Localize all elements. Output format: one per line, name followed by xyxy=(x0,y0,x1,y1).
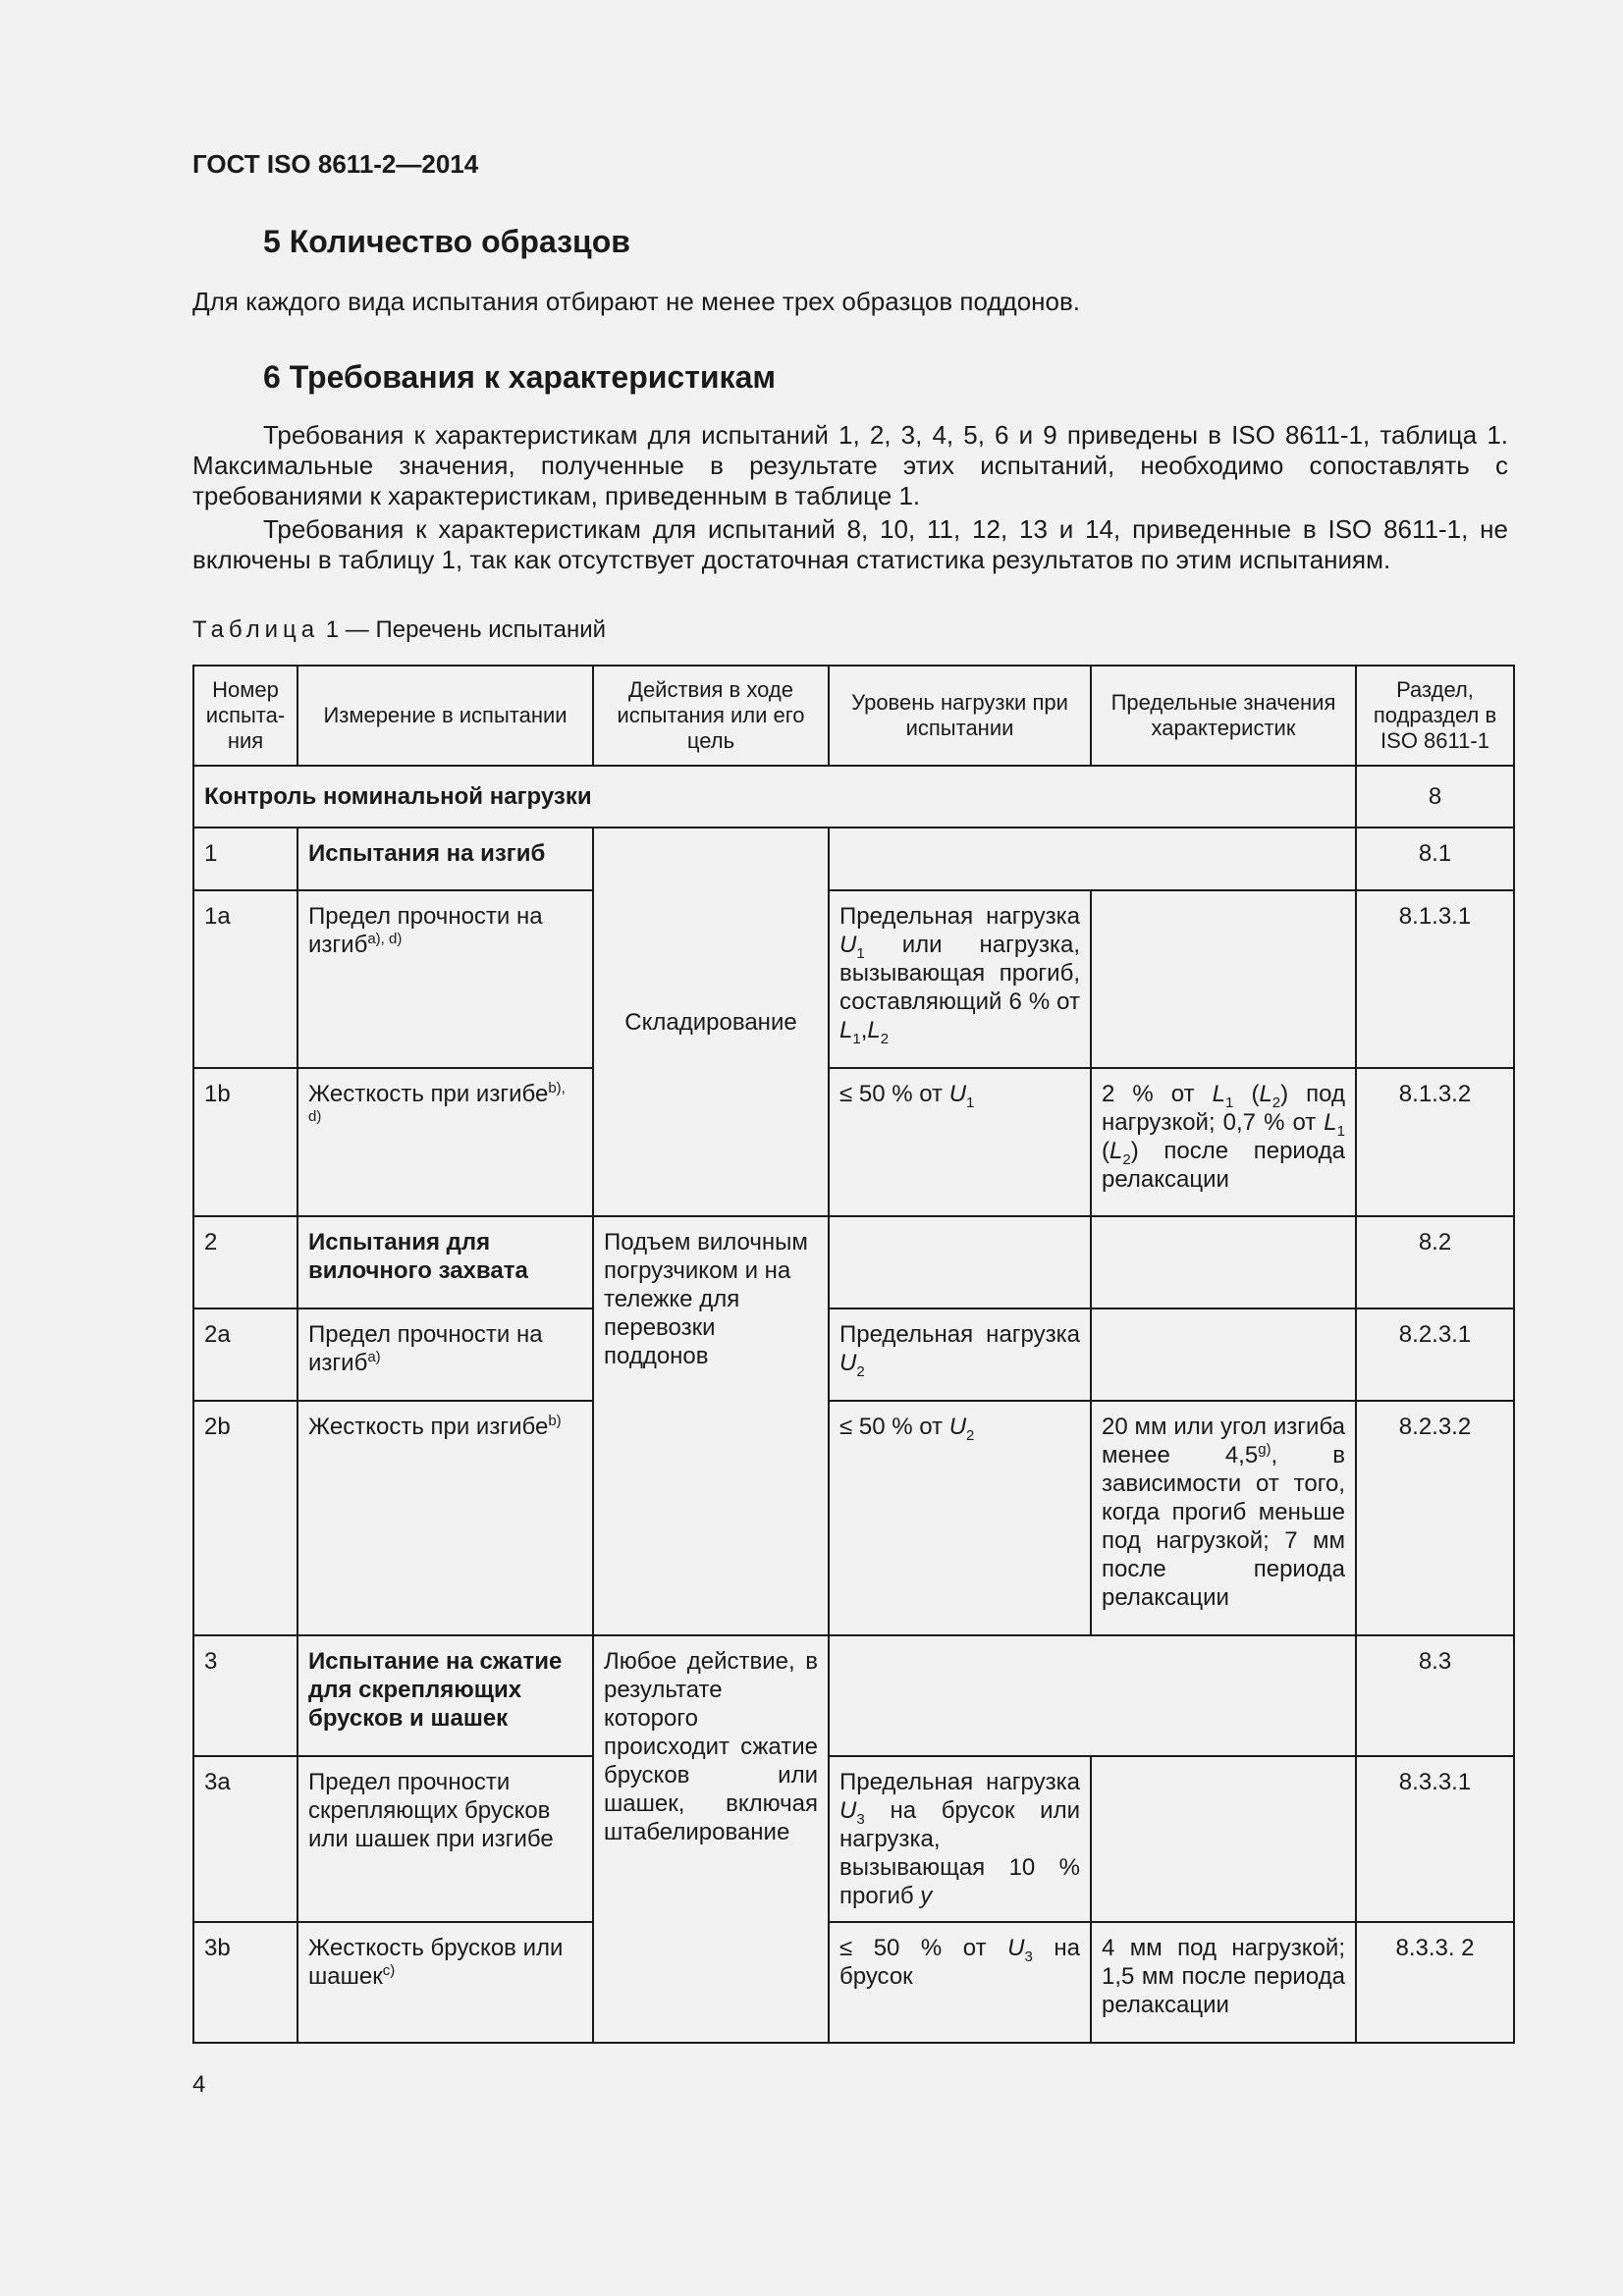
row-1b-load: ≤ 50 % от $U_1$ xyxy=(829,1068,1091,1216)
header-load: Уровень нагрузки при испытании xyxy=(829,666,1091,766)
row-3b-measure: Жесткость брусков или шашек$^{c)}$ xyxy=(298,1922,593,2043)
row-3b-num: 3b xyxy=(193,1922,298,2043)
row-3-measure: Испытание на сжатие для скрепляющих брусков и шашек xyxy=(298,1635,593,1756)
row-3-section: 8.3 xyxy=(1356,1635,1514,1756)
row-1a-limits xyxy=(1091,890,1356,1068)
row-2-action: Подъем вилочным погрузчиком и на тележке для перевозки поддонов xyxy=(593,1216,829,1635)
row-2b-num: 2b xyxy=(193,1401,298,1635)
row-2b-limits: 20 мм или угол изгиба менее 4,5$^{g)}$, в зависимости от того, когда прогиб меньше под нагрузкой; 7 мм после периода релаксации xyxy=(1091,1401,1356,1635)
row-3b-load: ≤ 50 % от $U_3$ на брусок xyxy=(829,1922,1091,2043)
row-1b-section: 8.1.3.2 xyxy=(1356,1068,1514,1216)
group-section: 8 xyxy=(1356,766,1514,828)
row-3-num: 3 xyxy=(193,1635,298,1756)
group-label: Контроль номинальной нагрузки xyxy=(193,766,1356,828)
row-3a-limits xyxy=(1091,1756,1356,1922)
row-2b-load: ≤ 50 % от $U_2$ xyxy=(829,1401,1091,1635)
table-row-2a xyxy=(193,1308,1514,1401)
row-1b-measure: Жесткость при изгибе$^{b), d)}$ xyxy=(298,1068,593,1216)
row-3a-section: 8.3.3.1 xyxy=(1356,1756,1514,1922)
row-2-measure: Испытания для вилочного захвата xyxy=(298,1216,593,1308)
table-caption-title: 1 — Перечень испытаний xyxy=(325,616,607,643)
section-5-text: Для каждого вида испытания отбирают не менее трех образцов поддонов. xyxy=(192,287,1081,316)
section-6-title: 6 Требования к характеристикам xyxy=(263,359,777,395)
tests-table xyxy=(192,665,1515,2044)
row-1a-load: Предельная нагрузка $U_1$ или нагрузка, вызывающая прогиб, составляющий 6 % от $L_1,L_2$ xyxy=(829,890,1091,1068)
table-row-2 xyxy=(193,1216,1514,1308)
section-5-title: 5 Количество образцов xyxy=(263,224,630,259)
row-1b-limits: 2 % от $L_1$ $(L_2)$ под нагрузкой; 0,7 % от $L_1$ $(L_2)$ после периода релаксации xyxy=(1091,1068,1356,1216)
row-3b-limits: 4 мм под нагрузкой; 1,5 мм после периода релаксации xyxy=(1091,1922,1356,2043)
row-2a-section: 8.2.3.1 xyxy=(1356,1308,1514,1401)
table-row-1b xyxy=(193,1068,1514,1216)
row-3-action: Любое действие, в результате которого происходит сжатие брусков или шашек, включая штабелирование xyxy=(593,1635,829,2043)
row-2b-section: 8.2.3.2 xyxy=(1356,1401,1514,1635)
header-num: Номер испыта-ния xyxy=(193,666,298,766)
header-section: Раздел, подраздел в ISO 8611-1 xyxy=(1356,666,1514,766)
table-row-2b xyxy=(193,1401,1514,1635)
row-3a-measure: Предел прочности скрепляющих брусков или шашек при изгибе xyxy=(298,1756,593,1922)
row-3-empty xyxy=(829,1635,1356,1756)
page-number: 4 xyxy=(192,2071,206,2098)
row-1-empty xyxy=(829,828,1356,890)
row-1-num: 1 xyxy=(193,828,298,890)
row-3a-load: Предельная нагрузка $U_3$ на брусок или нагрузка, вызывающая 10 % прогиб y xyxy=(829,1756,1091,1922)
table-row-3b xyxy=(193,1922,1514,2043)
header-action: Действия в ходе испытания или его цель xyxy=(593,666,829,766)
section-6-paragraph-2: Требования к характеристикам для испытаний 8, 10, 11, 12, 13 и 14, приведенные в ISO 8611-1, не включены в таблицу 1, так как отсутствует достаточная статистика результатов по этим испытаниям. xyxy=(192,514,1508,574)
table-row-1 xyxy=(193,828,1514,890)
row-1a-measure: Предел прочности на изгиб$^{a), d)}$ xyxy=(298,890,593,1068)
document-header: ГОСТ ISO 8611-2—2014 xyxy=(192,149,479,179)
row-1-measure: Испытания на изгиб xyxy=(298,828,593,890)
row-2a-load: Предельная нагрузка $U_2$ xyxy=(829,1308,1091,1401)
row-1-section: 8.1 xyxy=(1356,828,1514,890)
table-row-3a xyxy=(193,1756,1514,1922)
row-2-num: 2 xyxy=(193,1216,298,1308)
row-2-limits xyxy=(1091,1216,1356,1308)
row-2a-limits xyxy=(1091,1308,1356,1401)
row-2-load xyxy=(829,1216,1091,1308)
row-2a-num: 2a xyxy=(193,1308,298,1401)
header-limits: Предельные значения характеристик xyxy=(1091,666,1356,766)
row-2b-measure: Жесткость при изгибе$^{b)}$ xyxy=(298,1401,593,1635)
table-header-row xyxy=(193,666,1514,766)
row-1a-section: 8.1.3.1 xyxy=(1356,890,1514,1068)
section-6-paragraph-1: Требования к характеристикам для испытаний 1, 2, 3, 4, 5, 6 и 9 приведены в ISO 8611-1, таблица 1. Максимальные значения, полученные в результате этих испытаний, необходимо сопоставлять с требованиями к характеристикам, приведенным в таблице 1. xyxy=(192,420,1508,510)
table-caption-word: Таблица xyxy=(192,616,320,643)
row-3b-section: 8.3.3. 2 xyxy=(1356,1922,1514,2043)
row-1b-num: 1b xyxy=(193,1068,298,1216)
row-2-section: 8.2 xyxy=(1356,1216,1514,1308)
row-3a-num: 3a xyxy=(193,1756,298,1922)
table-row-3 xyxy=(193,1635,1514,1756)
table-caption xyxy=(192,616,606,644)
action-storage: Складирование xyxy=(593,828,829,1216)
header-measure: Измерение в испытании xyxy=(298,666,593,766)
row-2a-measure: Предел прочности на изгиб$^{a)}$ xyxy=(298,1308,593,1401)
row-1a-num: 1a xyxy=(193,890,298,1068)
table-row-group xyxy=(193,766,1514,828)
table-row-1a xyxy=(193,890,1514,1068)
